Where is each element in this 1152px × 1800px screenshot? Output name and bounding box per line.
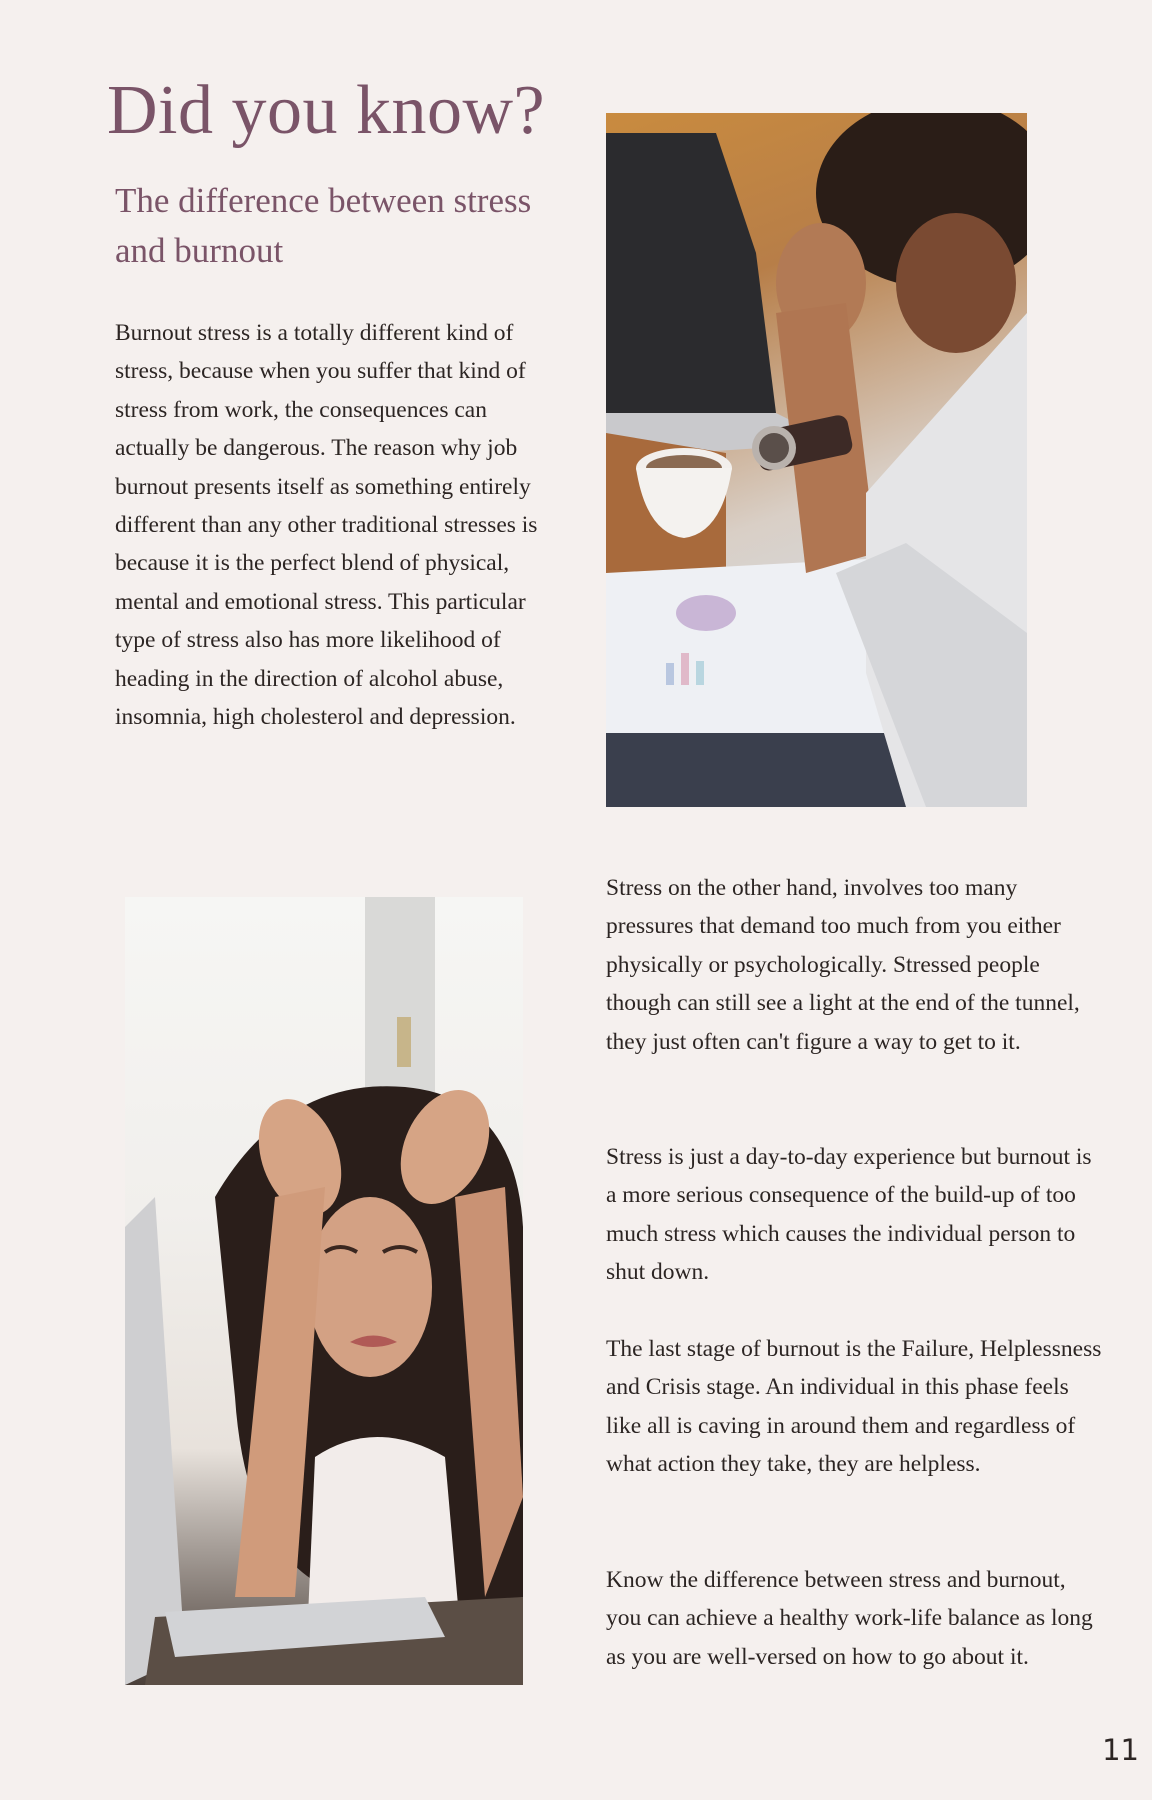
paragraph-last-stage: The last stage of burnout is the Failure, Helplessness and Crisis stage. An individual in this phase feels like all is caving in around them and regardless of what action they take, they are helpless. — [606, 1336, 1102, 1478]
page-subtitle: The difference between stress and burnout — [115, 181, 532, 270]
paragraph-stress-vs-burnout: Stress is just a day-to-day experience but burnout is a more serious consequence of the build-up of too much stress which causes the individual person to shut down. — [606, 1144, 1092, 1286]
intro-paragraph: Burnout stress is a totally different kind of stress, because when you suffer that kind of stress from work, the consequences can actually be dangerous. The reason why job burnout presents itself as something entirely different than any other traditional stresses is because it is the perfect blend of physical, mental and emotional stress. This particular type of stress also has more likelihood of heading in the direction of alcohol abuse, insomnia, high cholesterol and depression. — [115, 320, 538, 731]
paragraph-conclusion: Know the difference between stress and burnout, you can achieve a healthy work-life balance as long as you are well-versed on how to go about it. — [606, 1567, 1093, 1670]
page-number: 11 — [1102, 1733, 1139, 1767]
stressed-woman-photo — [125, 897, 523, 1685]
paragraph-stress-definition: Stress on the other hand, involves too many pressures that demand too much from you either physically or psychologically. Stressed people though can still see a light at the end of the tunnel, they just often can't figure a way to get to it. — [606, 875, 1080, 1055]
page-title: Did you know? — [107, 72, 546, 149]
stressed-man-photo — [606, 113, 1027, 807]
